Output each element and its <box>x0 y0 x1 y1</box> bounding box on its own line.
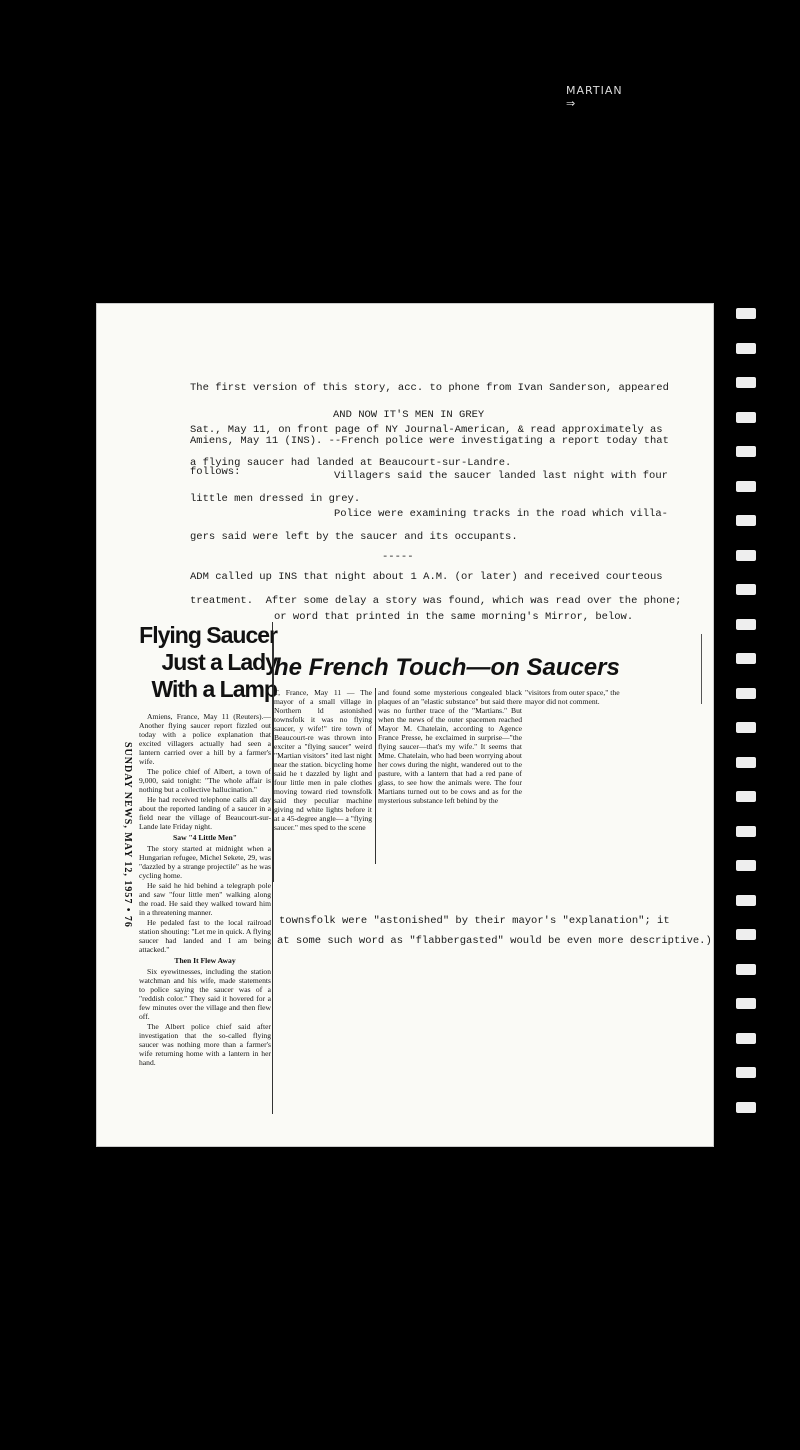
sprocket-hole <box>736 998 756 1009</box>
headline-line: Flying Saucer <box>139 622 277 648</box>
adm-line: ADM called up INS that night about 1 A.M. (or later) and received courteous <box>190 571 663 583</box>
paragraph: The story started at midnight when a Hungarian refugee, Michel Sekete, 29, was "dazzled by a strange projectile" as he was cycling home. <box>139 844 271 880</box>
margin-rule <box>701 634 702 704</box>
headline-line: Just a Lady <box>161 649 277 675</box>
paragraph: He said he hid behind a telegraph pole and saw "four little men" walking along the road. He said they walked toward him in a threatening manner. <box>139 881 271 917</box>
sprocket-hole <box>736 481 756 492</box>
clipping-headline <box>139 622 277 703</box>
text-line: Sat., May 11, on front page of NY Journal-American, & read approximately as <box>190 424 663 436</box>
adm-line: treatment. After some delay a story was found, which was read over the phone; <box>190 595 682 607</box>
paragraph: The police chief of Albert, a town of 9,000, said tonight: "The whole affair is nothing but a collective hallucination." <box>139 767 271 794</box>
sprocket-hole <box>736 791 756 802</box>
paragraph: He pedaled fast to the local railroad station shouting: "Let me in quick. A flying saucer had landed and I am being attacked." <box>139 918 271 954</box>
story-title: AND NOW IT'S MEN IN GREY <box>333 409 485 421</box>
vertical-caption: SUNDAY NEWS, MAY 12, 1957 • 76 <box>122 742 133 928</box>
sprocket-hole <box>736 308 756 319</box>
separator: ----- <box>382 551 414 563</box>
sprocket-hole <box>736 1067 756 1078</box>
clipping-body <box>139 712 271 1067</box>
closing-line: townsfolk were "astonished" by their mayor's "explanation"; it <box>279 915 670 927</box>
headline-line: With a Lamp <box>151 676 277 702</box>
clipping-column-1: T, France, May 11 — The mayor of a small village in Northern ld astonished townsfolk it was no flying saucer, y wife!" tire town of Beaucourt-re was thrown into exciter a "flying saucer" weird "Martian visitors" ited last night near the station. bicycling home said he t dazzled by light and four little men in pale clothes moving toward ried townsfolk said they peculiar machine giving nd white lights before it at a 45-degree angle— a "flying saucer." mes sped to the scene <box>274 688 372 832</box>
column-rule <box>375 688 376 864</box>
story-line: Villagers said the saucer landed last night with four <box>334 470 668 482</box>
story-line: a flying saucer had landed at Beaucourt-sur-Landre. <box>190 457 512 469</box>
sprocket-hole <box>736 515 756 526</box>
closing-line: at some such word as "flabbergasted" would be even more descriptive.) <box>277 935 712 947</box>
paragraph: Six eyewitnesses, including the station watchman and his wife, made statements to police saying the saucer was of a "reddish color." They said it hovered for a few minutes over the village and then flew off. <box>139 967 271 1021</box>
sprocket-hole <box>736 446 756 457</box>
sprocket-hole <box>736 964 756 975</box>
clipping-column-3: "visitors from outer space," the mayor did not comment. <box>525 688 620 706</box>
subhead: Then It Flew Away <box>174 956 236 965</box>
subhead: Saw "4 Little Men" <box>173 833 237 842</box>
sprocket-hole <box>736 688 756 699</box>
story-line: little men dressed in grey. <box>190 493 361 505</box>
clipping-headline: he French Touch—on Saucers <box>274 654 620 681</box>
paragraph: He had received telephone calls all day about the reported landing of a saucer in a field near the village of Beaucourt-sur-Lande late Friday night. <box>139 795 271 831</box>
sprocket-hole <box>736 619 756 630</box>
paragraph: Amiens, France, May 11 (Reuters).—Another flying saucer report fizzled out today with a police explanation that excited villagers actually had seen a lantern carried over a hill by a farmer's wife. <box>139 712 271 766</box>
paragraph: The Albert police chief said after investigation that the so-called flying saucer was nothing more than a farmer's wife returning home with a lantern in her hand. <box>139 1022 271 1067</box>
sprocket-hole <box>736 1033 756 1044</box>
document-page <box>96 303 714 1147</box>
sprocket-hole <box>736 757 756 768</box>
sprocket-hole <box>736 826 756 837</box>
sprocket-hole <box>736 343 756 354</box>
text-line: follows: <box>190 466 241 478</box>
sprocket-hole <box>736 653 756 664</box>
sprocket-hole <box>736 584 756 595</box>
sprocket-hole <box>736 722 756 733</box>
adm-line: or word that printed in the same morning's Mirror, below. <box>274 611 634 623</box>
text-line: The first version of this story, acc. to phone from Ivan Sanderson, appeared <box>190 382 669 394</box>
sprocket-hole <box>736 377 756 388</box>
newspaper-clipping-left <box>117 622 277 1114</box>
sprocket-hole <box>736 860 756 871</box>
sprocket-hole <box>736 550 756 561</box>
sprocket-hole <box>736 1102 756 1113</box>
intro-text <box>190 353 669 507</box>
sprocket-hole <box>736 929 756 940</box>
film-sprocket-holes <box>736 308 760 1128</box>
story-line: Amiens, May 11 (INS). --French police were investigating a report today that <box>190 435 669 447</box>
archive-stamp: MARTIAN ⇒ <box>566 84 623 110</box>
clipping-column-2: and found some mysterious congealed black plaques of an "elastic substance" but said there was no further trace of the "Martians." But when the news of the outer spacemen reached Mayor M. Chatelain, according to Agence France Presse, he exclaimed in surprise—"the flying saucer—that's my wife." It seems that Mme. Chatelain, who had been worrying about her cows during the night, wandered out to the pasture, with a lantern that had a red pane of glass, to see how the animals were. The four Martians turned out to be cows and as for the mysterious substance left behind by the <box>378 688 522 805</box>
sprocket-hole <box>736 895 756 906</box>
story-line: gers said were left by the saucer and its occupants. <box>190 531 518 543</box>
story-line: Police were examining tracks in the road which villa- <box>334 508 668 520</box>
sprocket-hole <box>736 412 756 423</box>
